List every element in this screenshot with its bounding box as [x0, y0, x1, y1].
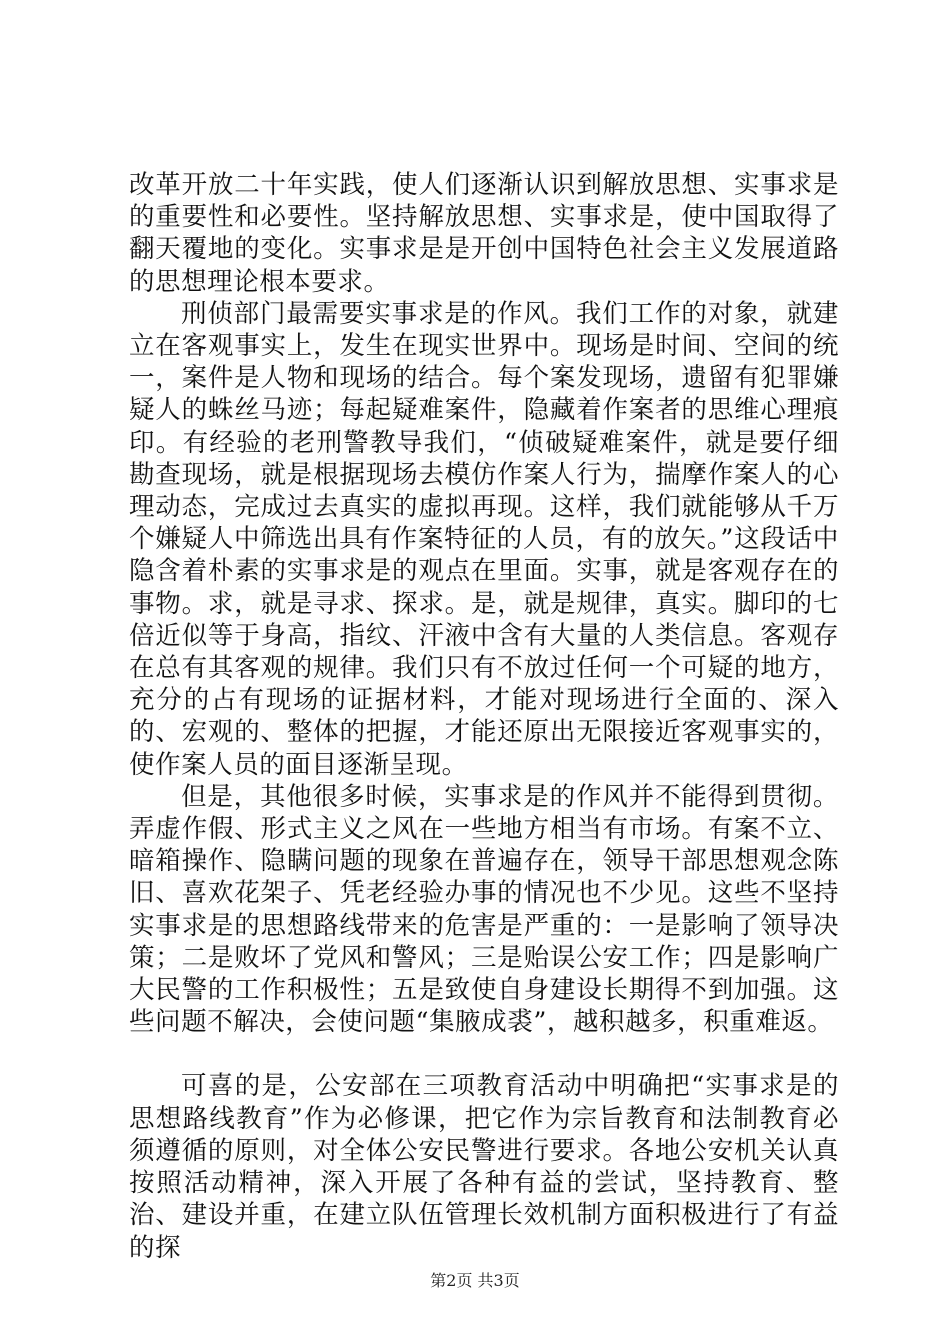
page-footer: 第2页 共3页	[430, 1271, 520, 1290]
paragraph-spacer	[129, 1038, 839, 1070]
paragraph-4: 可喜的是，公安部在三项教育活动中明确把“实事求是的思想路线教育”作为必修课，把它作为宗旨教育和法制教育必须遵循的原则，对全体公安民警进行要求。各地公安机关认真按照活动精神，深入开展了各种有益的尝试，坚持教育、整治、建设并重，在建立队伍管理长效机制方面积极进行了有益的探	[129, 1071, 839, 1263]
document-body	[129, 169, 839, 1264]
paragraph-1: 改革开放二十年实践，使人们逐渐认识到解放思想、实事求是的重要性和必要性。坚持解放思想、实事求是，使中国取得了翻天覆地的变化。实事求是是开创中国特色社会主义发展道路的思想理论根本要求。	[129, 170, 839, 297]
paragraph-2: 刑侦部门最需要实事求是的作风。我们工作的对象，就建立在客观事实上，发生在现实世界中。现场是时间、空间的统一，案件是人物和现场的结合。每个案发现场，遗留有犯罪嫌疑人的蛛丝马迹；每起疑难案件，隐藏着作案者的思维心理痕印。有经验的老刑警教导我们，“侦破疑难案件，就是要仔细勘查现场，就是根据现场去模仿作案人行为，揣摩作案人的心理动态，完成过去真实的虚拟再现。这样，我们就能够从千万个嫌疑人中筛选出具有作案特征的人员，有的放矢。”这段话中隐含着朴素的实事求是的观点在里面。实事，就是客观存在的事物。求，就是寻求、探求。是，就是规律，真实。脚印的七倍近似等于身高，指纹、汗液中含有大量的人类信息。客观存在总有其客观的规律。我们只有不放过任何一个可疑的地方，充分的占有现场的证据材料，才能对现场进行全面的、深入的、宏观的、整体的把握，才能还原出无限接近客观事实的，使作案人员的面目逐渐呈现。	[129, 298, 839, 780]
paragraph-3: 但是，其他很多时候，实事求是的作风并不能得到贯彻。弄虚作假、形式主义之风在一些地方相当有市场。有案不立、暗箱操作、隐瞒问题的现象在普遍存在，领导干部思想观念陈旧、喜欢花架子、凭老经验办事的情况也不少见。这些不坚持实事求是的思想路线带来的危害是严重的：一是影响了领导决策；二是败坏了党风和警风；三是贻误公安工作；四是影响广大民警的工作积极性；五是致使自身建设长期得不到加强。这些问题不解决，会使问题“集腋成裘”，越积越多，积重难返。	[129, 781, 839, 1038]
